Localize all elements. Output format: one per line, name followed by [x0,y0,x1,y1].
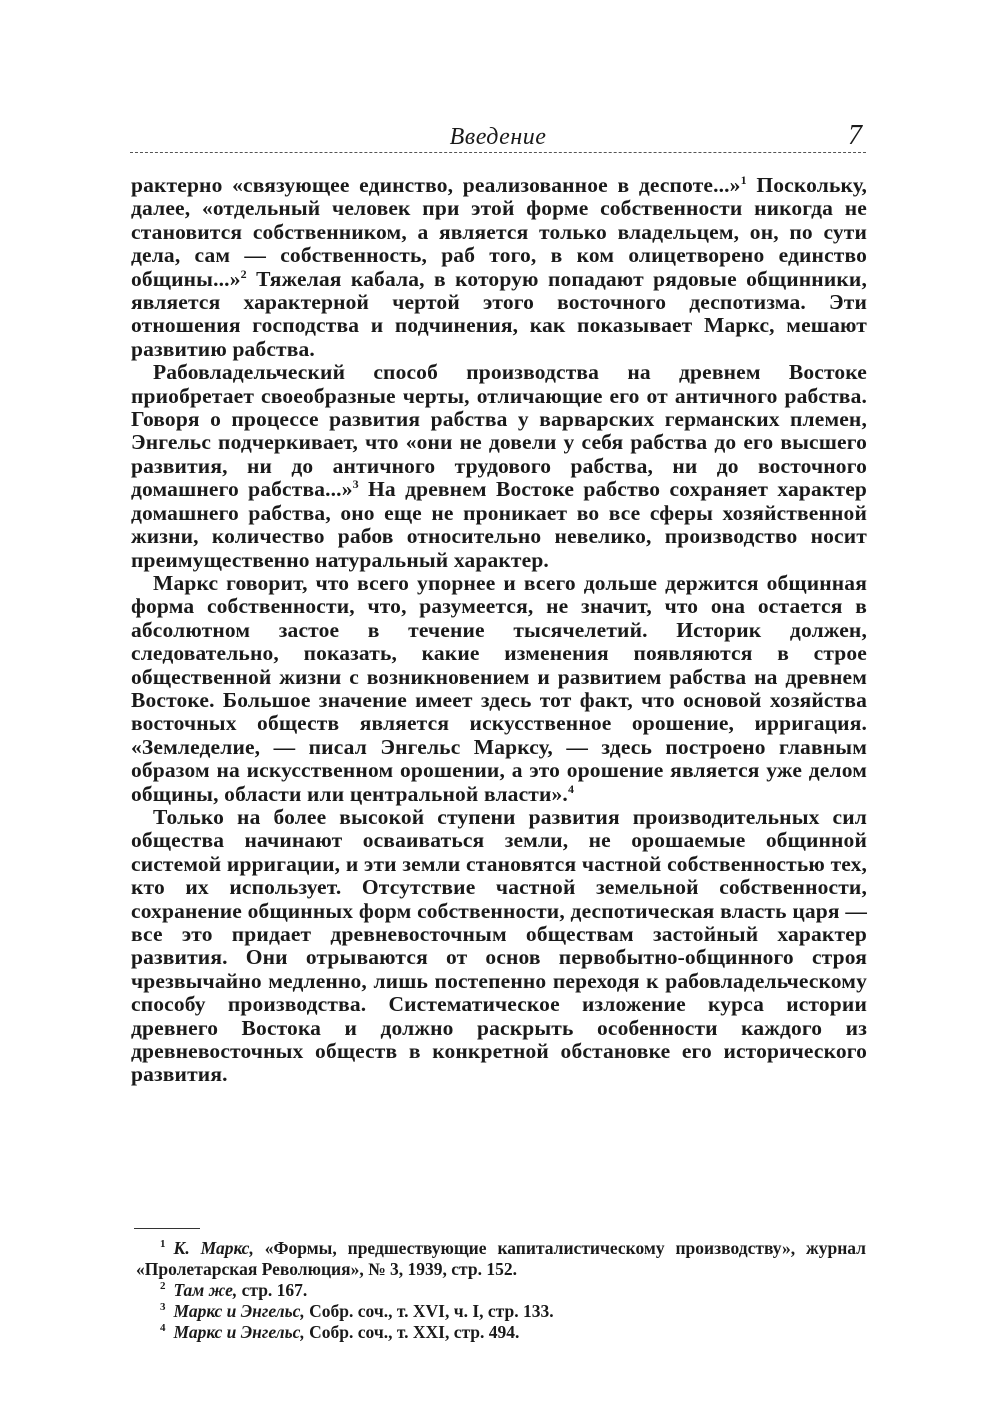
footnote-author: Маркс и Энгельс, [173,1322,305,1342]
paragraph [131,572,867,806]
footnote-author: Маркс и Энгельс, [173,1301,305,1321]
footnotes [136,1238,866,1343]
footnote-mark: 4 [160,1322,166,1335]
footnote [136,1238,866,1280]
header-divider [130,152,866,153]
footnote-author: К. Маркс, [173,1238,254,1258]
running-header [130,122,866,156]
footnote [136,1301,866,1322]
footnote-mark: 2 [160,1280,166,1293]
paragraph-text: рактерно «связующее единство, реализованное в деспоте...» [131,173,741,197]
paragraph-text: Тяжелая кабала, в которую попадают рядовые общинники, является характерной чертой этого восточного деспотизма. Эти отношения господства и подчинения, как показывает Маркс, мешают развитию рабства. [131,266,867,361]
footnote-text: стр. 167. [237,1280,308,1300]
footnote-reference: 3 [352,477,359,492]
footnote-mark: 3 [160,1301,166,1314]
footnote-text: «Формы, предшествующие капиталистическому производству», журнал «Пролетарская Революция», № 3, 1939, стр. 152. [136,1238,867,1279]
paragraph-text: Маркс говорит, что всего упорнее и всего дольше держится общинная форма собственности, что, разумеется, не значит, что она остается в абсолютном застое в течение тысячелетий. Историк должен, следовательно, показать, какие изменения появляются в строе общественной жизни с возникновением и развитием рабства на древнем Востоке. Большое значение имеет здесь тот факт, что основой хозяйства восточных обществ является искусственное орошение, ирригация. «Земледелие, — писал Энгельс Марксу, — здесь построено главным образом на искусственном орошении, а это орошение является уже делом общины, области или центральной власти». [131,570,867,806]
paragraph-text: На древнем Востоке рабство сохраняет характер домашнего рабства, оно еще не проникает во все сферы хозяйственной жизни, количество рабов относительно невелико, производство носит преимущественно натуральный характер. [131,477,867,572]
paragraph [131,174,867,361]
chapter-title: Введение [449,124,547,150]
paragraph-text: Только на более высокой ступени развития производительных сил общества начинают осваиваться земли, не орошаемые общинной системой ирригации, и эти земли становятся частной собственностью тех, кто их использует. Отсутствие частной земельной собственности, сохранение общинных форм собственности, деспотическая власть царя — все это придает древневосточным обществам застойный характер развития. Они отрываются от основ первобытно-общинного строя чрезвычайно медленно, лишь постепенно переходя к рабовладельческому способу производства. Систематическое изложение курса истории древнего Востока и должно раскрыть особенности каждого из древневосточных обществ в конкретной обстановке его исторического развития. [131,804,867,1087]
paragraph [131,806,867,1087]
footnote [136,1280,866,1301]
footnote-reference: 4 [567,781,575,796]
page-number: 7 [848,120,862,151]
main-text [131,174,867,1087]
footnote-text: Собр. соч., т. XXI, стр. 494. [304,1322,520,1342]
footnote-mark: 1 [160,1238,166,1251]
footnote-divider [134,1228,200,1229]
paragraph-text: Рабовладельческий способ производства на древнем Востоке приобретает своеобразные черты, отличающие его от античного рабства. Говоря о процессе развития рабства у варварских германских племен, Энгельс подчеркивает, что «они не довели у себя рабства до его высшего развития, ни до античного трудового рабства, ни до восточного домашнего рабства...» [131,360,867,502]
footnote-text: Собр. соч., т. XVI, ч. I, стр. 133. [304,1301,554,1321]
footnote [136,1322,866,1343]
paragraph-text: Поскольку, далее, «отдельный человек при этой форме собственности никогда не становится собственником, а является только владельцем, он, по сути дела, сам — собственность, раб того, в ком олицетворено единство общины...» [131,173,867,291]
footnote-reference: 2 [240,266,247,281]
footnote-reference: 1 [740,172,747,187]
paragraph [131,361,867,572]
footnote-author: Там же, [173,1280,238,1300]
